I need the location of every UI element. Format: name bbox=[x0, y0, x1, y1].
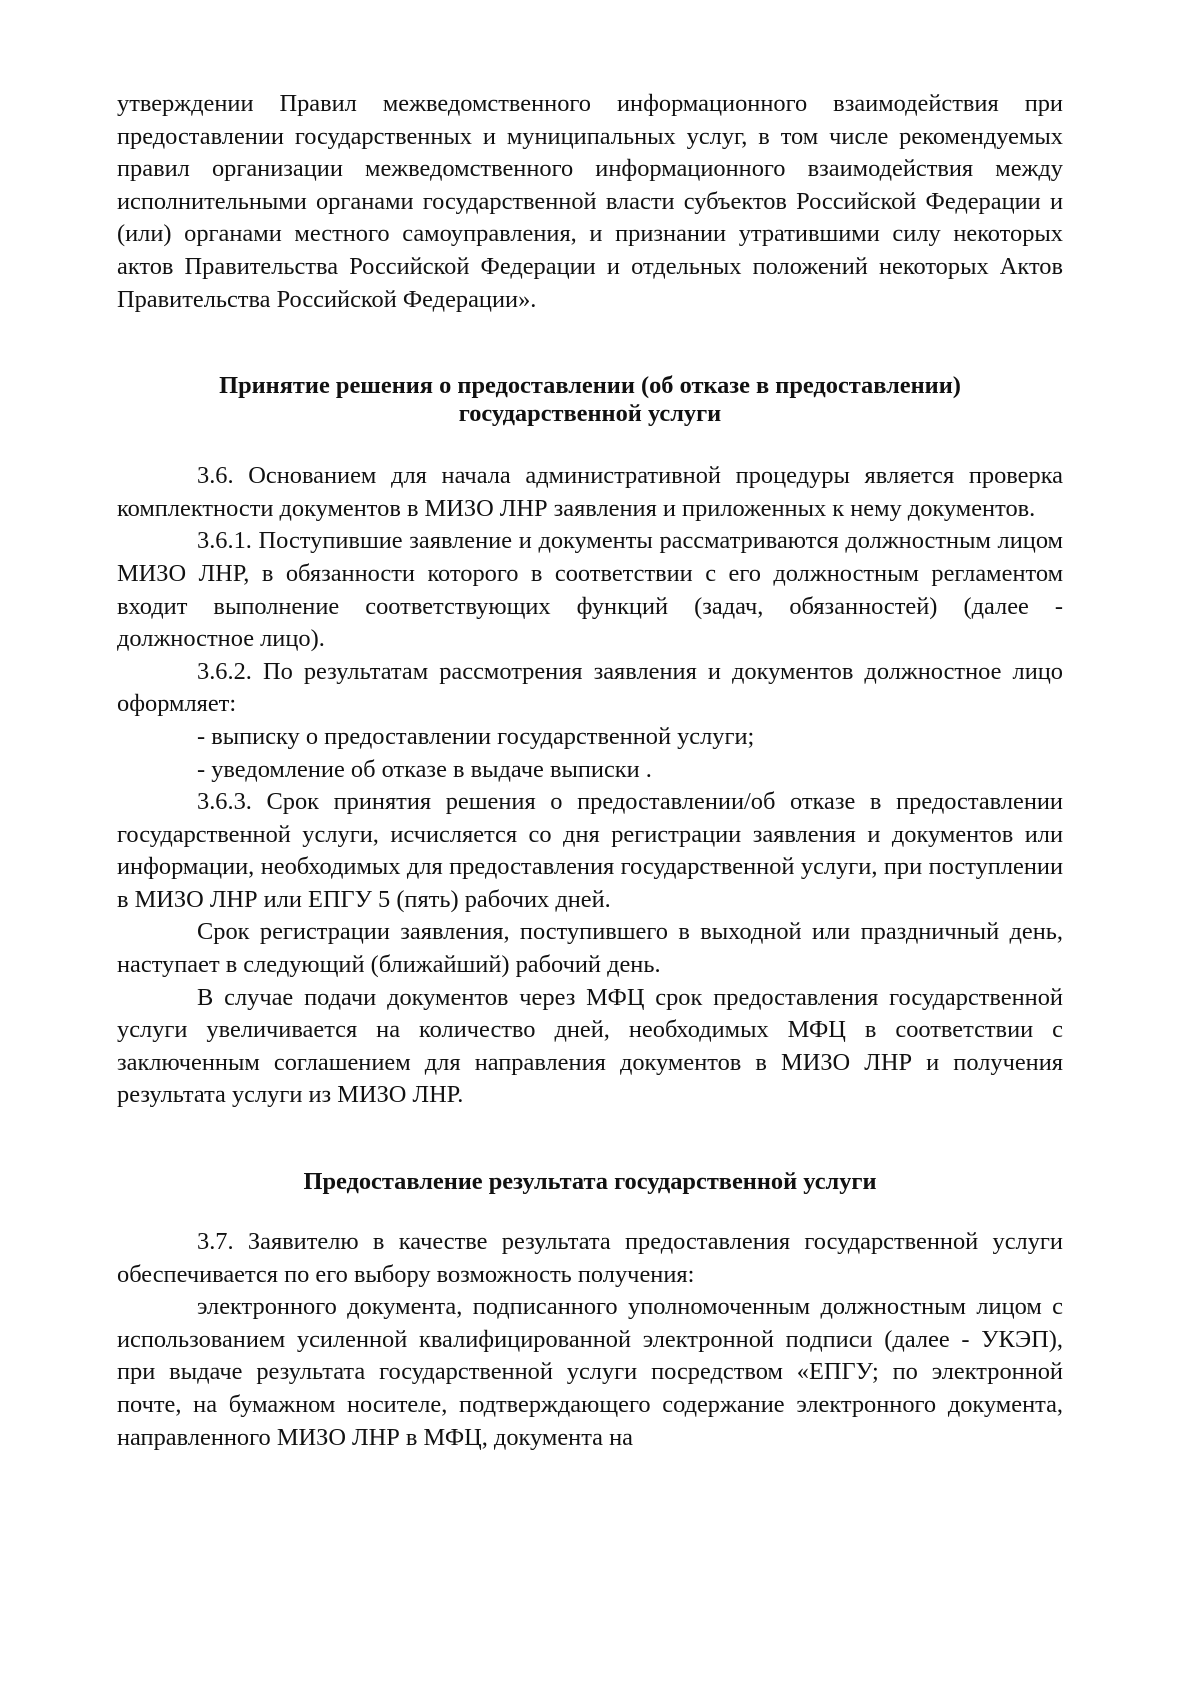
paragraph-mfc-term: В случае подачи документов через МФЦ срок предоставления государственной услуги увеличивается на количество дней, необходимых МФЦ в соответствии с заключенным соглашением для направления документов в МИЗО ЛНР и получения результата услуги из МИЗО ЛНР. bbox=[117, 983, 1063, 1109]
paragraph-3-7: 3.7. Заявителю в качестве результата предоставления государственной услуги обеспечивается по его выбору возможность получения: bbox=[117, 1228, 1063, 1288]
intro-paragraph: утверждении Правил межведомственного информационного взаимодействия при предоставлении государственных и муниципальных услуг, в том числе рекомендуемых правил организации межведомственного информационного взаимодействия между исполнительными органами государственной власти субъектов Российской Федерации и (или) органами местного самоуправления, и признании утратившими силу некоторых актов Правительства Российской Федерации и отдельных положений некоторых Актов Правительства Российской Федерации». bbox=[117, 90, 1063, 313]
list-item-refusal: - уведомление об отказе в выдаче выписки . bbox=[197, 755, 652, 783]
paragraph-registration-term: Срок регистрации заявления, поступившего в выходной или праздничный день, наступает в следующий (ближайший) рабочий день. bbox=[117, 918, 1063, 979]
paragraph-3-6-2: 3.6.2. По результатам рассмотрения заявления и документов должностное лицо оформляет: bbox=[117, 657, 1063, 718]
heading-decision-line1: Принятие решения о предоставлении (об отказе в предоставлении) bbox=[219, 372, 961, 400]
document-page bbox=[117, 88, 1063, 1454]
paragraph-3-6-1: 3.6.1. Поступившие заявление и документы рассматриваются должностным лицом МИЗО ЛНР, в обязанности которого в соответствии с его должностным регламентом входит выполнение соответствующих функций (задач, обязанностей) (далее - должностное лицо). bbox=[117, 527, 1063, 653]
paragraph-electronic-document: электронного документа, подписанного уполномоченным должностным лицом с использованием усиленной квалифицированной электронной подписи (далее - УКЭП), при выдаче результата государственной услуги посредством «ЕПГУ; по электронной почте, на бумажном носителе, подтверждающего содержание электронного документа, направленного МИЗО ЛНР в МФЦ, документа на bbox=[117, 1293, 1063, 1451]
list-item-extract: - выписку о предоставлении государственной услуги; bbox=[197, 722, 755, 750]
heading-decision-line2: государственной услуги bbox=[458, 400, 722, 428]
heading-result: Предоставление результата государственной услуги bbox=[303, 1168, 877, 1196]
paragraph-3-6-3: 3.6.3. Срок принятия решения о предоставлении/об отказе в предоставлении государственной услуги, исчисляется со дня регистрации заявления и документов или информации, необходимых для предоставления государственной услуги, при поступлении в МИЗО ЛНР или ЕПГУ 5 (пять) рабочих дней. bbox=[117, 788, 1063, 913]
paragraph-3-6: 3.6. Основанием для начала административной процедуры является проверка комплектности документов в МИЗО ЛНР заявления и приложенных к нему документов. bbox=[117, 462, 1063, 522]
